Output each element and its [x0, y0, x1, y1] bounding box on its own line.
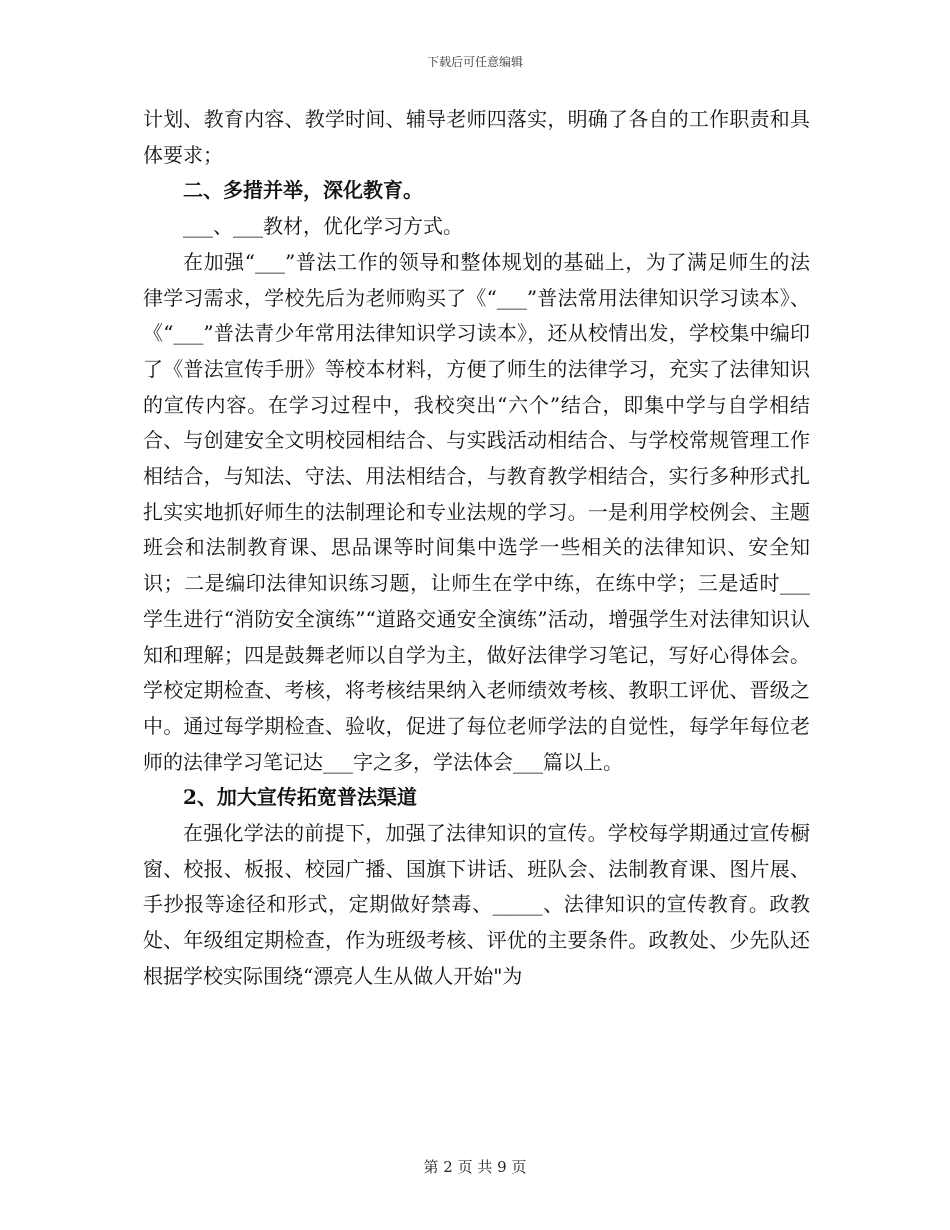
section-heading-measures: 二、多措并举，深化教育。: [183, 178, 423, 203]
page-header-note: 下载后可任意编辑: [426, 55, 523, 69]
section-heading-publicity: 2、加大宣传拓宽普法渠道: [183, 785, 417, 810]
paragraph-continuation: 计划、教育内容、教学时间、辅导老师四落实，明确了各自的工作职责和具体要求；: [143, 107, 810, 167]
page-number-footer: 第 2 页 共 9 页: [423, 1158, 527, 1176]
paragraph-publicity: 在强化学法的前提下，加强了法律知识的宣传。学校每学期通过宣传橱窗、校报、板报、校园广播、国旗下讲话、班队会、法制教育课、图片展、手抄报等途径和形式，定期做好禁毒、_____、法律知识的宣传教育。政教处、年级组定期检查，作为班级考核、评优的主要条件。政教处、少先队还根据学校实际围绕“漂亮人生从做人开始"为: [143, 821, 810, 988]
paragraph-study: 在加强“___”普法工作的领导和整体规划的基础上，为了满足师生的法律学习需求，学校先后为老师购买了《“___”普法常用法律知识学习读本》、《“___”普法青少年常用法律知识学习读本》，还从校情出发，学校集中编印了《普法宣传手册》等校本材料，方便了师生的法律学习，充实了法律知识的宣传内容。在学习过程中，我校突出“六个”结合，即集中学与自学相结合、与创建安全文明校园相结合、与实践活动相结合、与学校常规管理工作相结合，与知法、守法、用法相结合，与教育教学相结合，实行多种形式扎扎实实地抓好师生的法制理论和专业法规的学习。一是利用学校例会、主题班会和法制教育课、思品课等时间集中选学一些相关的法律知识、安全知识；二是编印法律知识练习题，让师生在学中练，在练中学；三是适时___学生进行“消防安全演练”“道路交通安全演练”活动，增强学生对法律知识认知和理解；四是鼓舞老师以自学为主，做好法律学习笔记，写好心得体会。学校定期检查、考核，将考核结果纳入老师绩效考核、教职工评优、晋级之中。通过每学期检查、验收，促进了每位老师学法的自觉性，每学年每位老师的法律学习笔记达___字之多，学法体会___篇以上。: [143, 249, 810, 774]
paragraph-materials: ___、___教材，优化学习方式。: [183, 214, 463, 239]
document-body: [143, 102, 810, 995]
